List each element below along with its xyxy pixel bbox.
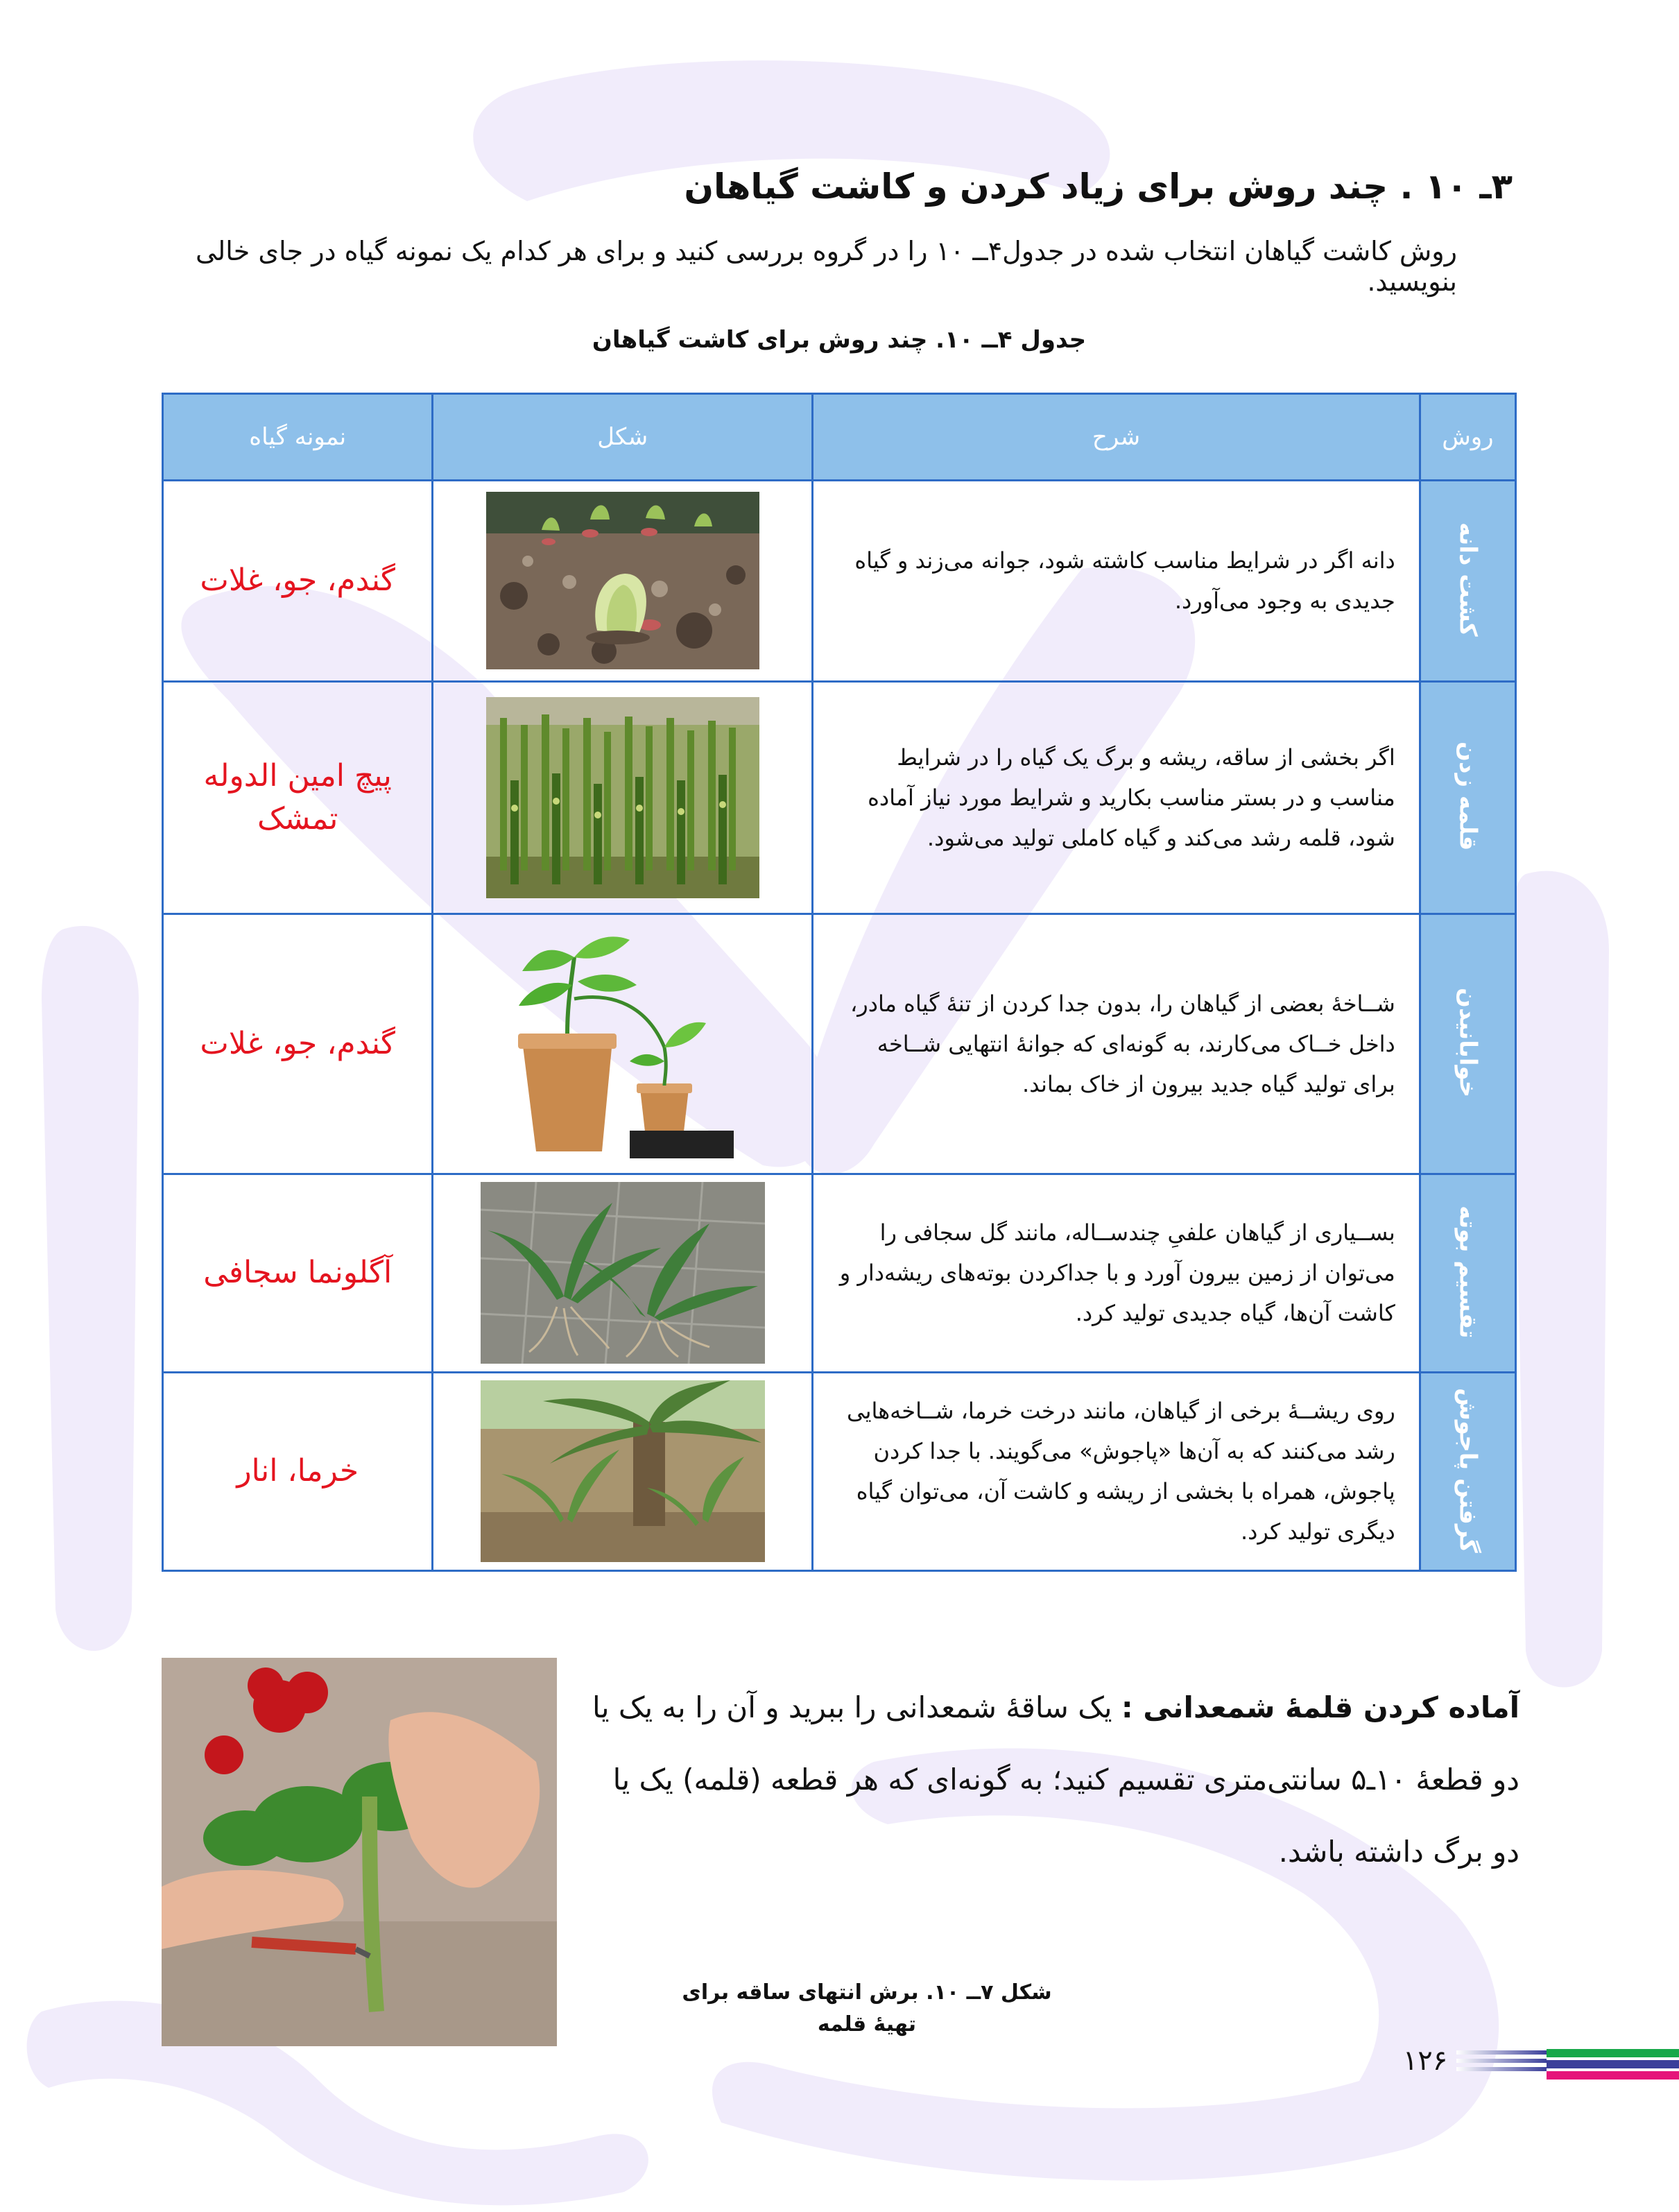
figure-caption: شکل ۷ــ ۱۰. برش انتهای ساقه برای تهیهٔ قلمه <box>682 1980 1052 2037</box>
figure-cell <box>433 1372 813 1570</box>
activity-paragraph <box>583 1672 1519 1888</box>
method-label: کشت دانه <box>1454 522 1482 637</box>
figure-cell <box>433 1174 813 1372</box>
description-cell: بســیاری از گیاهان علفیِ چندســاله، مانند گل سجافی را می‌توان از زمین بیرون آورد و با جداکردن بوته‌های ریشه‌دار و کاشت آن‌ها، گیاه جدیدی تولید کرد. <box>813 1174 1420 1372</box>
footer-decoration <box>1318 2045 1679 2086</box>
method-label: خوابانیدن <box>1454 987 1482 1097</box>
header-description: شرح <box>813 394 1420 481</box>
header-sample: نمونه گیاه <box>163 394 433 481</box>
figure-cell <box>433 914 813 1174</box>
page-number: ۱۲۶ <box>1402 2045 1448 2077</box>
sample-answer: خرما، انار <box>236 1453 359 1489</box>
table-row <box>163 914 1516 1174</box>
method-label: قلمه زدن <box>1454 741 1482 851</box>
activity-heading: آماده کردن قلمهٔ شمعدانی : <box>1121 1690 1519 1724</box>
table-header-row <box>163 394 1516 481</box>
sample-answer: آگلونما سجافی <box>203 1255 393 1291</box>
description-cell: دانه اگر در شرایط مناسب کاشته شود، جوانه می‌زند و گیاه جدیدی به وجود می‌آورد. <box>813 480 1420 681</box>
intro-paragraph: روش کاشت گیاهان انتخاب شده در جدول۴ــ ۱۰ را در گروه بررسی کنید و برای هر کدام یک نمونه گیاه در جای خالی بنویسید. <box>195 236 1457 297</box>
section-title: ۳ـ ۱۰ . چند روش برای زیاد کردن و کاشت گیاهان <box>684 166 1513 207</box>
palm-suckers-photo <box>481 1380 765 1562</box>
sample-cell <box>163 1174 433 1372</box>
description-cell: شــاخهٔ بعضی از گیاهان را، بدون جدا کردن از تنهٔ گیاه مادر، داخل خــاک می‌کارند، به گونه‌ای که جوانهٔ انتهایی شــاخه برای تولید گیاه جدید بیرون از خاک بماند. <box>813 914 1420 1174</box>
table-row <box>163 1372 1516 1570</box>
plant-division-photo <box>481 1182 765 1364</box>
method-cell <box>1420 681 1515 914</box>
method-label: گرفتن پاجوش <box>1454 1387 1482 1553</box>
description-cell: اگر بخشی از ساقه، ریشه و برگ یک گیاه را در شرایط مناسب و در بستر مناسب بکارید و شرایط مورد نیاز آماده شود، قلمه رشد می‌کند و گیاه کاملی تولید می‌شود. <box>813 681 1420 914</box>
sample-cell <box>163 1372 433 1570</box>
method-cell <box>1420 1372 1515 1570</box>
method-cell <box>1420 914 1515 1174</box>
figure-cell <box>433 480 813 681</box>
sample-cell <box>163 480 433 681</box>
description-cell: روی ریشــهٔ برخی از گیاهان، مانند درخت خرما، شــاخه‌هایی رشد می‌کنند که به آن‌ها «پاجوش» می‌گویند. با جدا کردن پاجوش، همراه با بخشی از ریشه و کاشت آن، می‌توان گیاه دیگری تولید کرد. <box>813 1372 1420 1570</box>
table-row <box>163 480 1516 681</box>
header-figure: شکل <box>433 394 813 481</box>
stem-cuttings-photo <box>486 697 759 898</box>
sample-cell <box>163 681 433 914</box>
method-cell <box>1420 1174 1515 1372</box>
seedling-sprout-photo <box>486 492 759 669</box>
method-cell <box>1420 480 1515 681</box>
table-row <box>163 681 1516 914</box>
activity-text: یک ساقهٔ شمعدانی را ببرید و آن را به یک یا دو قطعهٔ ۱۰ـ۵ سانتی‌متری تقسیم کنید؛ به گونه‌ای که هر قطعه (قلمه) یک یا دو برگ داشته باشد. <box>592 1690 1519 1869</box>
planting-methods-table <box>162 393 1517 1572</box>
figure-cell <box>433 681 813 914</box>
sample-answer: گندم، جو، غلات <box>200 1025 395 1061</box>
method-label: تقسیم بوته <box>1454 1205 1482 1339</box>
sample-answer: پیچ امین الدوله تمشک <box>203 757 392 837</box>
table-caption: جدول ۴ــ ۱۰. چند روش برای کاشت گیاهان <box>592 326 1087 354</box>
geranium-cutting-photo <box>162 1658 557 2046</box>
layering-pots-illustration <box>508 929 737 1158</box>
header-method: روش <box>1420 394 1515 481</box>
sample-cell <box>163 914 433 1174</box>
sample-answer: گندم، جو، غلات <box>200 563 395 599</box>
table-row <box>163 1174 1516 1372</box>
